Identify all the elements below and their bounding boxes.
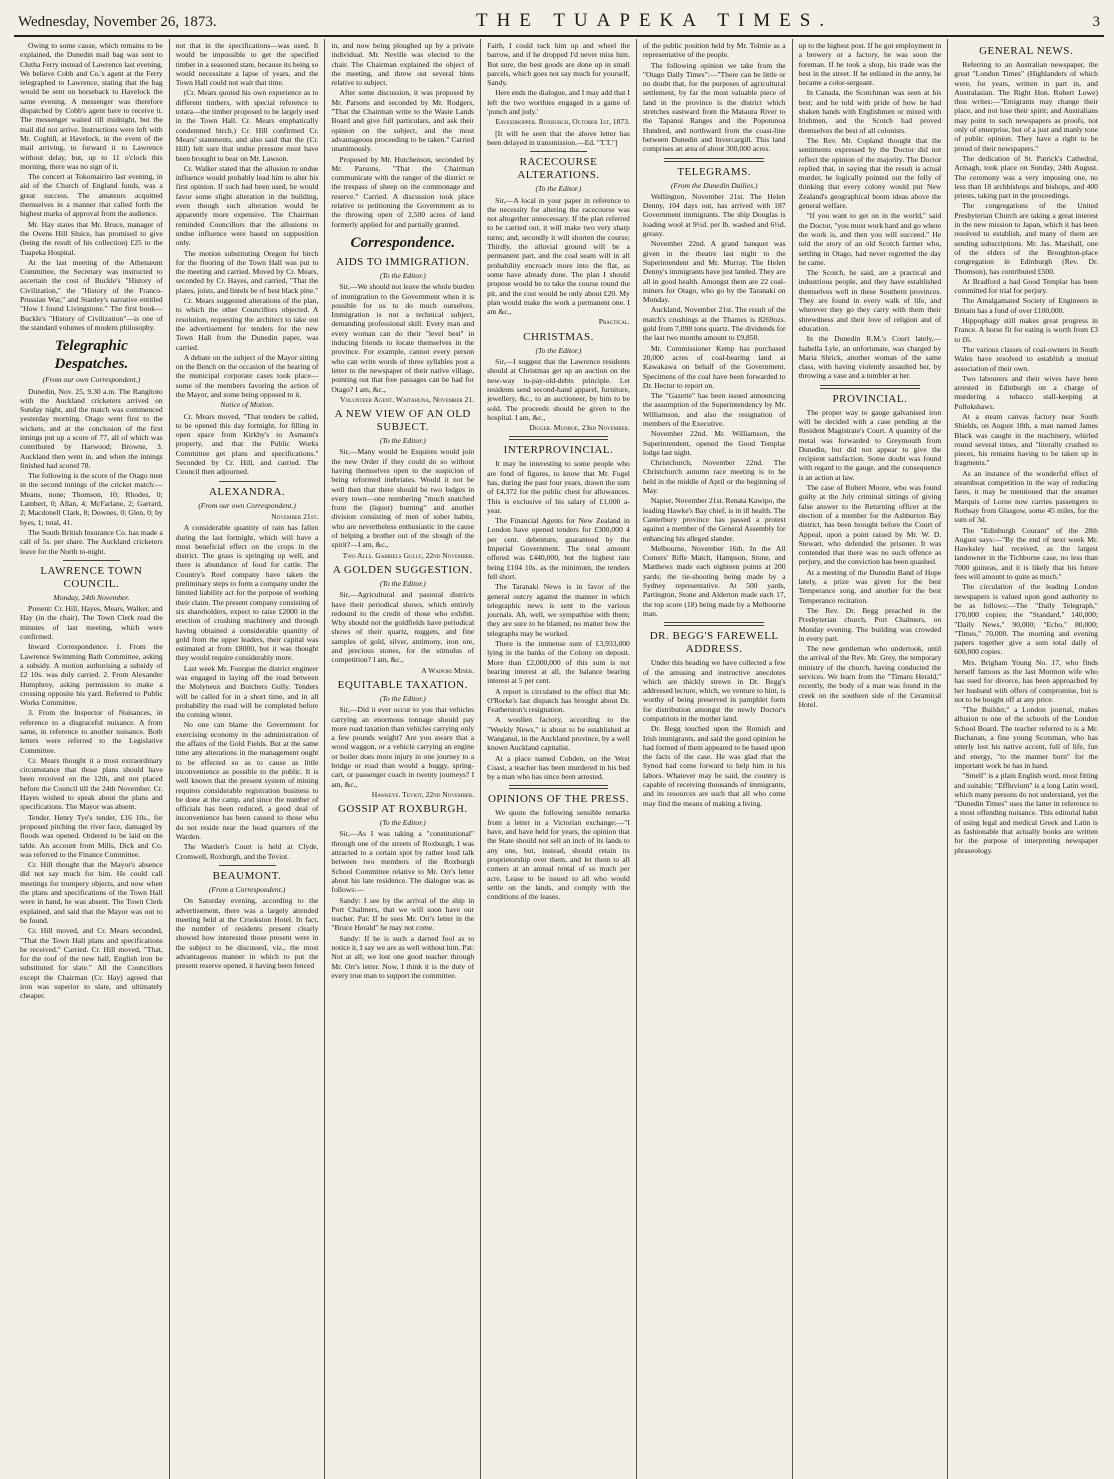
- letter-address: (To the Editor.): [379, 693, 426, 703]
- paragraph: After some discussion, it was proposed by Mr. Parsons and seconded by Mr. Rodgers, "That the Chairman write to the Waste Lands Board and give full particulars, and ask their opinion on the subject, and the most advantageous proceeding to be taken." Carried unanimously.: [331, 88, 475, 154]
- paragraph: The congregations of the United Presbyterian Church are taking a great interest in the new mission to Japan, which it has been resolved to establish, and many of them are sending subscriptions. Mr. Jas. Marshall, one of the elders of the Broughton-place congregation in Edinburgh (Rev. Dr. Thomson), has contributed £500.: [954, 201, 1098, 276]
- paragraph: Hippophagy still makes great progress in France. A horse fit for eating is worth from £3 to £6.: [954, 316, 1098, 344]
- paragraph: Proposed by Mr. Hutchenson, seconded by Mr. Parsons, "That the Chairman communicate with the ranger of the district re the trespass of sheep on the commonage and reserve." Carried. A discussion took place relative to petitioning the Government as to the throwing open of 2,500 acres of land formerly applied for and partially granted.: [331, 154, 475, 229]
- paragraph: Two labourers and their wives have been arrested in Edinburgh on a charge of murdering a tobacco stall-keeping at Pollokshaws.: [954, 373, 1098, 411]
- paragraph: Melbourne, November 16th. In the All Comers' Rifle Match, Hampson, Stone, and Matthews made each eighteen points at 200 yards; the tie-shooting being made by a Sydney representative. At 500 yards, Partington, Stone and Alderton made each 17, the top score (18) being made by a Melbourne man.: [642, 543, 786, 618]
- paragraph: Christchurch, November 22nd. The Christchurch autumn race meeting is to be held in the middle of April or the beginning of May.: [642, 458, 786, 496]
- paragraph: In the Dunedin R.M.'s Court lately,—Isabella Lyle, an unfortunate, was charged by Maria Shrick, another woman of the same class, with having violently assaulted her, by throwing a vase and a tumbler at her.: [798, 334, 942, 381]
- paragraph: The proper way to gauge galvanised iron will be decided with a case pending at the Resident Magistrate's Court. A quantity of the metal was forwarded to Greymouth from Dunedin, but did not appear to give the recipient satisfaction. Some doubt was found with regard to the gauge, and the consequence is an action at law.: [798, 407, 942, 482]
- paragraph: Sir,—Many would be Esquires would join the new Order if they could do so without having themselves open to the suspicion of being reformed inebriates. Would it not be well then that there should be two lodges in every town—one numbering "much snatched from the (liquor) burning" and another division consisting of men of sober habits, who are nevertheless enthusiastic in the cause of helping a brother out of the slough of the spirit?—I am, &c.,: [331, 447, 475, 550]
- section-heading-correspondence: Correspondence.: [350, 234, 456, 251]
- paragraph: Here ends the dialogue, and I may add that I left the two worthies engaged in a game of 'punch and judy.': [487, 88, 630, 117]
- paragraph: Napier, November 21st. Renata Kawipo, the leading Hawke's Bay chief, is in ill health. The Canterbury province has passed a protest against a member of the General Assembly for enhancing his alleged slander.: [642, 496, 786, 543]
- paragraph: A considerable quantity of rain has fallen during the last fortnight, which will have a most beneficial effect on the crops in the district. The grass is springing up well, and there is abundance of food for cattle. The Country's Reef company have taken the preliminary steps to form a company under the limited liability act for the purpose of working their claim. The present company consisting of six shareholders, expect to raise £2000 in the erection of crushing machinery and through having obtained a considerable quantity of gold from the upper leaders, their capital was estimated at from £8000, but it was thought they would require considerably more.: [175, 523, 319, 663]
- section-heading-telegraphic-despatches: Telegraphic Despatches.: [54, 338, 129, 373]
- paragraph: Sandy: If he is such a darned fool as to notice it, I say we are as well without him. Pat: Not at all; we lost one good teacher through Mr. Orr's letter. Now, I think it is the duty of every true man to support the committee.: [331, 933, 475, 980]
- paragraph: The following opinion we take from the "Otago Daily Times":—"There can be little or no doubt that, for the purposes of agricultural settlement, by far the most valuable piece of land in the province is the district which stretches eastward from the Mataura River to the Tapanui Ranges and the Popotunoa Hundred, and northward from the coast-line between Dunedin and Invercargill. This land comprises an area of about 300,000 acres.: [642, 60, 786, 154]
- letter-title: AIDS TO IMMIGRATION.: [336, 255, 470, 268]
- paragraph: "Smell" is a plain English word, most fitting and suitable; "Effluvium" is a long Latin word, which many persons do not understand, yet the "Dunedin Times" uses the latter in reference to a most offending nuisance. This editorial habit of using legal and medical Greek and Latin is as fashionable that actually books are written for the purpose of interpreting newspaper phraseology.: [954, 771, 1098, 855]
- letter-signature: Two Alls. Gabriels Gully, 22nd November.: [342, 550, 475, 560]
- letter-title: A NEW VIEW OF AN OLD SUBJECT.: [334, 408, 471, 434]
- paragraph: The Financial Agents for New Zealand in London have opened tenders for £300,000 4 per cent. debenture, guaranteed by the Imperial Government. The total amount offered was £440,000, but the highest rate being £104 10s. as the minimum, the tenders fell short.: [487, 516, 630, 581]
- page-number: 3: [1092, 14, 1100, 30]
- letter-address: (To the Editor.): [379, 436, 426, 446]
- paragraph: A debate on the subject of the Mayor sitting on the Bench on the occasion of the hearing of the municipal corporate cases took place—some of the members favoring the action of the Mayor, and some being opposed to it.: [175, 352, 319, 399]
- paragraph: As an instance of the wonderful effect of steamboat competition in the way of reducing fares, it may be mentioned that the steamer Marquis of Lorne now carries passengers to Rothsay from Glasgow, some 45 miles, for the sum of 3d.: [954, 468, 1098, 525]
- paragraph: The Taranaki News is in favor of the general outcry against the manner in which telegraphic news is sent to the various journals. Ah, well, we sympathise with them; they are sure to be blamed, no matter how the telegraphs may be worked.: [487, 582, 630, 638]
- paragraph: Sir,—I suggest that the Lawrence residents should at Christmas get up an auction on the new-way to-pay-old-debts principle. Let residents send second-hand apparel, furniture, jewellery, &c., to an auctioneer, by him to be sold. The proceeds should be given to the hospital. I am, &c.,: [487, 357, 630, 422]
- paragraph: Mrs. Brigham Young No. 17, who finds herself famous as the last Mormon wife who has sued for divorce, has been approached by her husband with offers of compromise, but is not to be bought off at any price.: [954, 657, 1098, 704]
- paragraph: Owing to some cause, which remains to be explained, the Dunedin mail bag was sent to Clutha Ferry instead of Lawrence last evening. We believe Cobb and Co.'s agent at the Ferry telegraphed to Lawrence, stating that the bag would be sent on horseback to Havelock the same evening. A messenger was therefore dispatched by Cobb's agent here to receive it. The messenger waited till midnight, but the mail did not arrive. Instructions were left with Mr. Coghill, at Havelock, in the event of the mail arriving, to forward it to Lawrence without delay, but, up to 11 o'clock this morning, there was no sign of it.: [20, 41, 163, 171]
- paragraph: November 22nd. Mr. Williamson, the Superintendent, opened the Good Templar lodge last night.: [642, 429, 786, 457]
- paragraph: At the last meeting of the Athenæum Committee, the Secretary was instructed to ascertain the cost of Buckle's "History of Civilization," the "History of the Franco-Prussian War," and Stanley's narrative entitled "How I found Livingstone." The first book—Buckle's "History of Civilization"—is one of the standard volumes of modern philosophy.: [20, 257, 163, 332]
- letter-address: (To the Editor.): [379, 818, 426, 828]
- divider: [509, 785, 609, 789]
- paragraph: The new gentleman who undertook, until the arrival of the Rev. Mr. Grey, the temporary ministry of the church, having conducted the services. We learn from the "Timaru Herald," recently, the body of a man was found in the creek on the southern side of the Ceramical Hotel.: [798, 644, 942, 709]
- paragraph: Under this heading we have collected a few of the amusing and instructive anecdotes which are thickly strewn in Dr. Begg's addressed lecture, which, we venture to hint, is worthy of being preserved in pamphlet form for distribution amongst the newly Doctor's compatriots in the mother land.: [642, 658, 786, 723]
- divider: [219, 865, 276, 866]
- section-subhead: (From our own Correspondent.): [42, 375, 141, 385]
- paragraph: The various classes of coal-owners in South Wales have resolved to establish a mutual association of their own.: [954, 344, 1098, 373]
- divider: [509, 436, 609, 440]
- paragraph: Mr. Hay states that Mr. Bruce, manager of the Ovens Hill Sluice, has promised to give (being the result of his collection) £25 to the Tuapeka Hospital.: [20, 219, 163, 257]
- paragraph: A report is circulated to the effect that Mr. O'Rorke's last dispatch has brought about Dr. Featherston's resignation.: [487, 686, 630, 715]
- paragraph: Cr. Mears thought it a most extraordinary circumstance that those plans should have been received on the 12th, and not placed before the Council till the 24th November. Cr. Hayes wished to speak about the plans and specifications. The Mayor was absent.: [20, 755, 163, 812]
- letter-title: GOSSIP AT ROXBURGH.: [337, 803, 468, 816]
- letter-address: (To the Editor.): [535, 184, 582, 194]
- section-heading-interprovincial: INTERPROVINCIAL.: [503, 444, 614, 457]
- paragraph: On Saturday evening, according to the advertisement, there was a largely attended meeting held at the Crookston Hotel. In fact, the number of residents present clearly showed how interested those present were in the subject to be discussed, viz., the most advantageous manner in which to put the present reserve opened, it having been fenced: [175, 896, 319, 971]
- paragraph: Sir,—Agricultural and pastoral districts have their periodical shows, which entirely redound to the credit of those who exhibit. Why should not the goldfields have periodical shows of their quartz, nuggets, and fine samples of gold, silver, antimony, iron ore, and precious stones, for the stimulus of competition? I am, &c.,: [331, 590, 475, 665]
- section-heading-alexandra: ALEXANDRA.: [208, 485, 286, 498]
- paragraph: We quote the following sensible remarks from a letter in a Victorian exchange:—"I have, and have held for years, the opinion that the State should not sell an inch of its lands to any one, but, instead, should retain its proprietorship over them, and let them to all comers at an annual rental of so much per acre. Lease to be issued to all who would settle on the lands, and comply with the conditions of the leases.: [487, 808, 630, 902]
- paragraph: up to the highest post. If he got employment in a brewery or a factory, he was soon the foreman. If he took a shop, his trade was the best in the street. If he enlisted in the army, he became a color-sergeant.: [798, 41, 942, 88]
- paragraph: Wellington, November 21st. The Helen Denny, 104 days out, has arrived with 187 Government immigrants. The ship Douglas is loading wool at 9½d. per lb. washed and 6½d. greasy.: [642, 191, 786, 239]
- section-heading-telegrams: TELEGRAMS.: [677, 165, 752, 178]
- letter-address: (To the Editor.): [535, 345, 582, 355]
- section-date: Monday, 24th November.: [53, 592, 130, 602]
- section-heading-beaumont: BEAUMONT.: [212, 869, 282, 882]
- paragraph: The concert at Tokomairiro last evening, in aid of the Church of England funds, was a great success. The amateurs acquitted themselves in a manner that called forth the highest marks of approval from the audience.: [20, 172, 163, 219]
- letter-signature: Eavesdropper. Roxburgh, October 1st, 1873.: [495, 117, 630, 127]
- paragraph: Tender. Henry Tye's tender, £16 10s., for proposed pitching the river face, damaged by floods was opened. Ordered to be laid on the table. An account from Mills, Dick and Co. was referred to the Finance Committee.: [20, 812, 163, 859]
- letter-title: RACECOURSE ALTERATIONS.: [517, 156, 600, 182]
- paragraph: 3. From the Inspector of Nuisances, in reference to a disgraceful nuisance. A from same, in reference to another nuisance. Both letters were referred to the Legislative Committee.: [20, 708, 163, 755]
- paragraph: Sir,—As I was taking a "constitutional" through one of the streets of Roxburgh, I was attracted to a certain spot by rather loud talk between two members of the Roxburgh School Committee relative to Mr. Orr's letter about his late residence. The dialogue was as follows:—: [331, 829, 475, 895]
- section-subhead: (From our own Correspondent.): [198, 500, 296, 510]
- paragraph: Sir,—We should not leave the whole burden of immigration to the Government when it is possible for us to do much ourselves. Immigration is not a technical subject, demanding professional skill. Every man and every woman can do their "level best" in inducing friends to locate themselves in the province. For example, cannot every person who can write words of three syllables post a letter to the newspaper of their native village, pointing out that free passages can be had for Otago? I am, &c.,: [331, 282, 475, 394]
- newspaper-title: THE TUAPEKA TIMES.: [475, 10, 834, 31]
- letter-signature: Digger. Munroe, 23rd November.: [529, 423, 630, 433]
- divider: [664, 622, 764, 626]
- paragraph: The dedication of St. Patrick's Cathedral, Armagh, took place on Sunday, 24th August. The ceremony was a very imposing one, no less than 18 archbishops and bishops, and 400 priests, taking part in the proceedings.: [954, 153, 1098, 201]
- paragraph: "The Builder," a London journal, makes allusion to one of the schools of the London School Board. The teacher referred to is a Mr. Buchanan, a fine young Scotsman, who has utterly lost his native accent, full of life, fun and energy, "to the manner born" for the important work he has in hand.: [954, 705, 1098, 770]
- letter-title: A GOLDEN SUGGESTION.: [332, 563, 473, 576]
- column-6: [793, 39, 949, 1479]
- paragraph: Inward Correspondence. 1. From the Lawrence Swimming Bath Committee, asking a subsidy. A motion authorising a subsidy of £2 10s. was duly carried. 2. From Alexander Humphrey, asking permission to make a crossing opposite his yard. Referred to Public Works Committee.: [20, 642, 163, 708]
- section-subhead: (From the Dunedin Dailies.): [670, 180, 758, 190]
- column-4: [481, 39, 637, 1479]
- paragraph: At a steam canvas factory near South Shields, on August 18th, a man named James Black was caught in the machinery, whirled round several times, and "literally crushed to pieces, his remains having to be taken up in fragments.": [954, 411, 1098, 468]
- column-1: [14, 39, 170, 1479]
- section-heading-general-news: GENERAL NEWS.: [979, 45, 1074, 57]
- paragraph: The circulation of the leading London newspapers is valued upon good authority to be as follows:—The "Daily Telegraph," 170,000 copies; the "Standard," 140,000; "Daily News," 90,000; "Echo," 80,000; "Times," 70,000. The morning and evening papers together give a sum total daily of 600,000 copies.: [954, 582, 1098, 657]
- paragraph: not that in the specifications—was used. It would be impossible to get the specified timber in a seasoned state, because its being so would necessitate a lapse of years, and the Town Hall could not wait that time.: [175, 41, 319, 88]
- paragraph: Cr. Hill thought that the Mayor's absence did not say much for him. He could call meetings for trumpery objects, and now when the plans and specifications of the Town Hall were in hand, he was absent. The Town Clerk explained, and said that the Mayor was out to be found.: [20, 860, 163, 925]
- paragraph: Sir,—A local in your paper in reference to the necessity for altering the racecourse was not altogether unnecessary. If the plan referred to be carried out, it will make two very sharp turns; and, secondly it will shorten the course; Thirdly, the alluvial ground will be a permanent part, and the coal seam will in all probability encroach more into the flat, as some have already done. The plan I should propose would be to take the course round the pit, and the cost would be only about £20. My plan would make the work a permanent one. I am &c.,: [487, 195, 630, 317]
- letter-signature: A Waipori Miner.: [421, 665, 475, 675]
- paragraph: The Rev. Dr. Begg preached in the Presbyterian church, Port Chalmers, on Monday evening. The building was crowded in every part.: [798, 605, 942, 643]
- section-heading-dr-beggs-farewell-address: DR. BEGG'S FAREWELL ADDRESS.: [649, 630, 779, 656]
- paragraph: Faith, I could tuck him up and wheel the barrow, and if he dropped I'd never miss him. But sure, the best goods are done up in small parcels, which goes not say much for yourself, Sandy.: [487, 41, 630, 88]
- letter-signature: Volunteer Agent. Waitahuna, November 21.: [340, 394, 475, 404]
- paragraph: Sandy: I see by the arrival of the ship in Port Chalmers, that we will soon have our teacher. Pat: If he sees Mr. Orr's letter in the "Bruce Herald" he may not come.: [331, 895, 475, 933]
- paragraph: "If you want to get on in the world," said the Doctor, "you must work hard and go where the work is, and then you will succeed." He told the story of an old Scotch farmer who, settling in Otago, had never regretted the day he came.: [798, 211, 942, 267]
- editor-note: [It will be seen that the above letter has been delayed in transmission.—Ed. "T.T."]: [487, 128, 630, 147]
- paragraph: At a meeting of the Dunedin Band of Hope lately, a prize was given for the best Temperance song, and another for the best Temperance recitation.: [798, 567, 942, 605]
- paragraph: It may be interesting to some people who are fond of figures, to know that Mr. Fogel has, during the past four years, drawn the sum of £4,372 for the public chest for allowances. This is exclusive of his salary of £1,000 a-year.: [487, 459, 630, 515]
- letter-signature: Hawkeye. Teviot, 22nd November.: [371, 789, 475, 799]
- letter-title: EQUITABLE TAXATION.: [337, 678, 468, 691]
- paragraph: The case of Robert Moore, who was found guilty at the July criminal sittings of giving false answer to the Returning officer at the election of a member for the Ashburton Bay district, has been brought before the Court of Appeal, upon a point raised by Mr. W. D. Stewart, who defended the prisoner. It was contended that there was no such offence as perjury, and the conviction has been quashed.: [798, 483, 942, 567]
- paragraph: The following is the score of the Otago men in the second innings of the cricket match:—Means, none; Thomson, 10; Rhodes, 0; Lambert, 0; Allan, 4; McFarlane, 2; Garrard, 2; Macdonell Clark, 8; Downes, 0; Glen, 0; by byes, 1; total, 41.: [20, 471, 163, 527]
- divider: [664, 158, 764, 162]
- divider: [63, 560, 120, 561]
- paragraph: The "Edinburgh Courant" of the 28th August says:—"By the end of next week Mr. Hawksley had received, as the largest landowner in the Tichborne case, no less than 7000 guineas, and it is likely that his future fees will amount to quite as much.": [954, 525, 1098, 582]
- paragraph: (Cr. Mears quoted his own experience as to different timbers, with special reference to totara—the timber proposed to be largely used in the Town Hall. Cr. Mears emphatically condemned birch.) Cr. Hill confirmed Cr. Mears' statements, and also said that the (Cr. Hill) felt sure that undue pressure must have been brought to bear on Mr. Lawson.: [175, 88, 319, 163]
- paragraph: A woollen factory, according to the "Weekly News," is about to be established at Wanganui, in the Auckland province, by a well known Auckland capitalist.: [487, 715, 630, 753]
- paragraph: Referring to an Australian newspaper, the great "London Times" (Highlanders of which were, for years, written in part in, and Australasian. The Right Hon. Robert Lowe) thus writes:—"Emigrants may change their place, and not lose their spirit; and Australians may point to such newspapers as proofs, not only of enterprise, but of a just and manly tone of public opinion. They have a right to be proud of their newspapers.": [954, 60, 1098, 153]
- paragraph: Auckland, November 21st. The result of the match's crushings at the Thames is 8269ozs. gold from 7,098 tons quartz. The dividends for the last two months amount to £9,850.: [642, 305, 786, 343]
- column-2: [170, 39, 326, 1479]
- letter-signature: Practical.: [598, 317, 630, 327]
- column-7: [948, 39, 1104, 1479]
- letter-address: (To the Editor.): [379, 270, 426, 280]
- divider: [820, 385, 920, 389]
- paragraph: in, and now being ploughed up by a private individual. Mr. Neville was elected to the chair. The Chairman explained the object of the meeting, and threw out several hints relative to subject.: [331, 41, 475, 88]
- paragraph: The "Gazette" has been issued announcing the assumption of the Superintendency by Mr. Williamson, and also the resignation of members of the Executive.: [642, 391, 786, 428]
- section-heading-town-council: LAWRENCE TOWN COUNCIL.: [40, 564, 143, 590]
- paragraph: Dunedin, Nov. 25, 9.30 a.m. The Rangitoto with the Auckland cricketers arrived on Sunday night, and the match was commenced yesterday morning. Otago went first to the wickets, and at the conclusion of the first innings put up a score of 77, all of which was contributed by Harwood; Browne, 3. Auckland then went in, and when the innings finished had scored 78.: [20, 386, 163, 470]
- paragraph: At a place named Cobden, on the West Coast, a teacher has been murdered in his bed by a man who has since been arrested.: [487, 753, 630, 782]
- paragraph: The Rev. Mr. Copland thought that the sentiments expressed by the Doctor did not reflect the opinion of the majority. The Doctor replied that, in saying that the result is actual murder, he logically pointed out the folly of thinking that every colony would put New Zealand's geographical boom ideas above the general welfare.: [798, 135, 942, 211]
- paragraph: At Bradford a bad Good Templar has been committed for trial for perjury.: [954, 276, 1098, 296]
- notice-of-motion-heading: Notice of Motion.: [220, 400, 274, 410]
- column-5: [637, 39, 793, 1479]
- paragraph: Cr. Walker stated that the allusion to undue influence would probably lead him to alter his first opinion. If such had been used, he would favor some slight alteration in the building, even though such alteration would be apparently more expensive. The Chairman reminded Councillors that the allusions to undue influence were based on supposition only.: [175, 163, 319, 248]
- paragraph: Cr. Mears suggested alterations of the plan, to which the other Councillors objected. A resolution, requesting the architect to take out the advertisement for tenders for the new Town Hall from the Dunedin paper, was carried.: [175, 296, 319, 352]
- letter-address: (To the Editor.): [379, 578, 426, 588]
- divider: [530, 151, 587, 152]
- paragraph: No one can blame the Government for exercising economy in the administration of the affairs of the Gold Fields. But at the same time any alterations in the management ought to be effected so as to cause as little inconvenience as possible to the public. It is well known that the present system of mining requires considerable registration business to be done at the camp, and since the number of officials has been reduced, a good deal of inconvenience has been caused to those who do not reside near the head quarters of the Warden.: [175, 720, 319, 842]
- paragraph: Last week Mr. Fourgue the district engineer was engaged in laying off the road between the Molyneux and Butchers Gully. Tenders will be called for in a short time, and in all probability the road will be completed before the coming winter.: [175, 663, 319, 720]
- paragraph: The Scotch, he said, are a practical and industrious people, and they have established themselves well in these Southern provinces. They are found in every walk of life, and wherever they go they carry with them their shrewdness and their love of religion and of education.: [798, 268, 942, 333]
- divider: [219, 481, 276, 482]
- paragraph: The South British Insurance Co. has made a call of 5s. per share. The Auckland cricketers leave for the North to-night.: [20, 527, 163, 556]
- paragraph: The motion substituting Oregon for birch for the flooring of the Town Hall was put to the meeting and carried. Moved by Cr. Mears, seconded by Cr. Hayes, and carried, "That the plates, joists, and lintels be of best black pine.": [175, 248, 319, 295]
- masthead: [14, 10, 1104, 37]
- paragraph: Mr. Commissioner Kemp has purchased 20,000 acres of coal-bearing land at Kawakawa on behalf of the Government. Specimens of the coal have been forwarded to Dr. Hector to report on.: [642, 343, 786, 390]
- paragraph: Dr. Begg touched upon the Romish and Irish immigrants, and said the good opinion he had formed of them appeared to be based upon the facts of the case. He was glad that the Synod had come forward to help him in his labors. Whatever may be said, the country is capable of receiving thousands of immigrants, and its resources are such that all who come may find the means of making a living.: [642, 724, 786, 808]
- paragraph: In Canada, the Scotchman was seen at his best; and he told with pride of how he had shaken hands with Englishmen or mixed with Irishmen, and the Scotch had proved themselves the best of all colonists.: [798, 88, 942, 135]
- dateline: November 21st.: [271, 511, 319, 521]
- paragraph: Cr. Hill moved, and Cr. Mears seconded, "That the Town Hall plans and specifications be received." Carried. Cr. Hill moved, "That, for the roof of the new hall, English iron be substituted for slate." All the Councillors except the Chairman (Cr. Hay) agreed that iron was superior to slate, and ultimately cheaper.: [20, 926, 163, 1001]
- section-subhead: (From a Correspondent.): [208, 884, 286, 894]
- paragraph: The Amalgamated Society of Engineers in Britain has a fund of over £100,000.: [954, 296, 1098, 315]
- paragraph: Sir,—Did it ever occur to you that vehicles carrying an enormous tonnage should pay more road taxation than vehicles carrying only a few pounds weight? Are you aware that a wood waggon, or a vehicle carrying an engine or boiler does more injury in one journey to a bridge or road than would a buggy, spring-cart, or passenger coach in twenty journeys? I am, &c.,: [331, 705, 475, 789]
- paragraph: There is the immense sum of £3,933,000 lying in the banks of the Colony on deposit. More than £2,000,000 of this sum is not bearing interest at all, the balance bearing interest at 5 per cent.: [487, 639, 630, 686]
- section-heading-provincial: PROVINCIAL.: [832, 392, 908, 405]
- paragraph: Cr. Mears moved, "That tenders be called, to be opened this day fortnight, for filling in open space from Kirkby's to Asmann's property, and that the Public Works Committee get plans and specifications." Seconded by Cr. Hill, and carried. The Council then adjourned.: [175, 411, 319, 477]
- column-3: [325, 39, 481, 1479]
- letter-title: CHRISTMAS.: [523, 330, 594, 343]
- paragraph: November 22nd. A grand banquet was given in the theatre last night to the Superintendent and Mr. Murray. The Helen Denny's immigrants have just landed. They are all in good health. Amongst them are 22 coal-miners for Otago, who go by the Taranaki on Monday.: [642, 239, 786, 305]
- paragraph: Present: Cr. Hill, Hayes, Mears, Walker, and Hay (in the chair). The Town Clerk read the minutes of last meeting, which were confirmed.: [20, 604, 163, 642]
- paragraph: The Warden's Court is held at Clyde, Cromwell, Roxburgh, and the Teviot.: [175, 842, 319, 861]
- columns: [14, 39, 1104, 1479]
- issue-date: Wednesday, November 26, 1873.: [18, 14, 217, 30]
- section-heading-opinions-of-the-press: OPINIONS OF THE PRESS.: [487, 793, 629, 806]
- paragraph: of the public position held by Mr. Tolmie as a representative of the people.: [642, 41, 786, 60]
